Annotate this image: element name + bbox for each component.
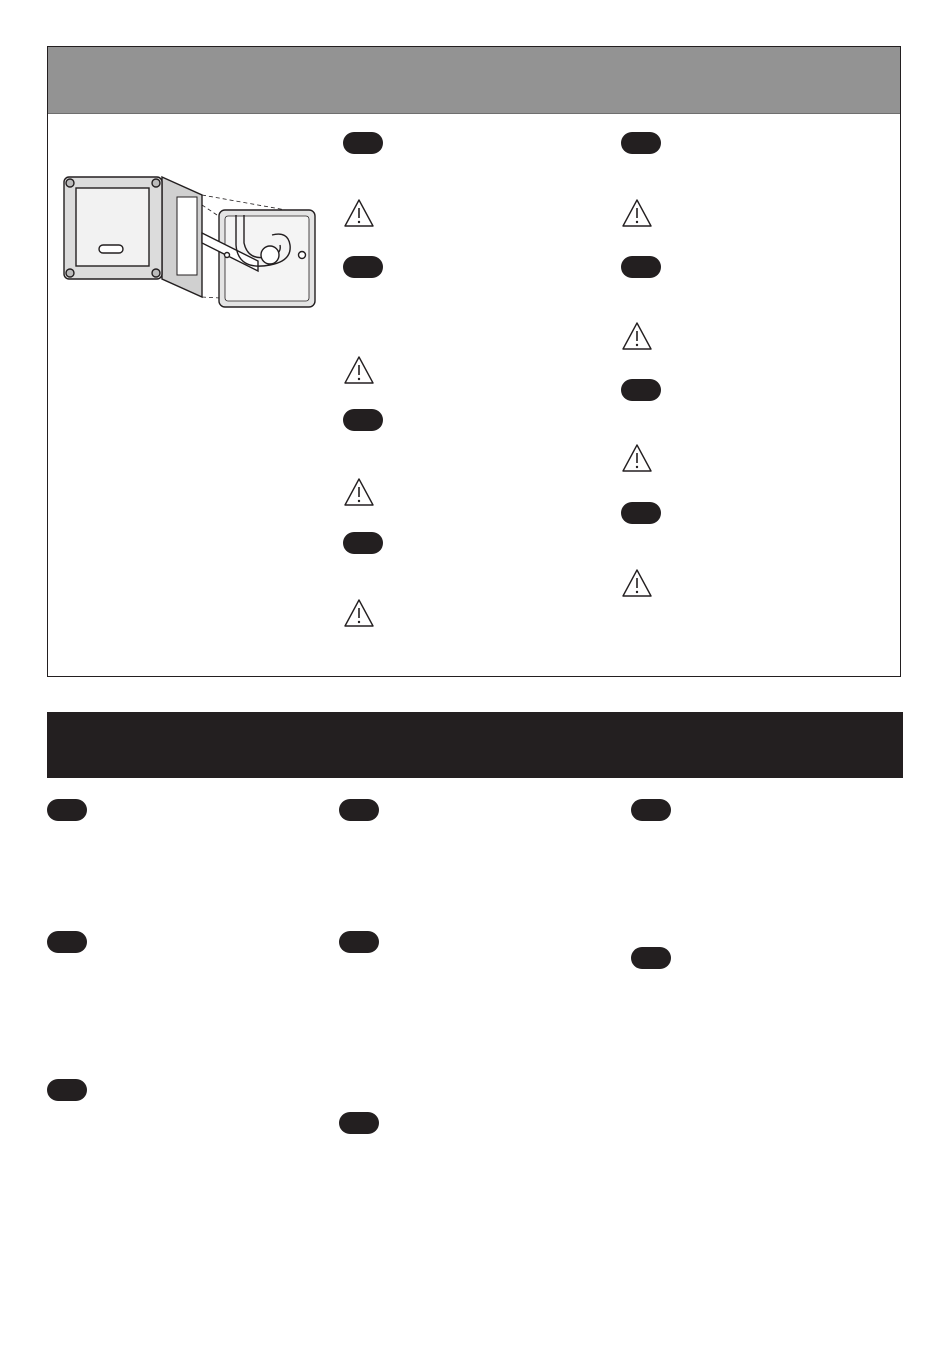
step-badge: [631, 799, 671, 821]
step-badge: [343, 256, 383, 278]
step-badge: [47, 799, 87, 821]
section-1-header: [48, 47, 900, 114]
step-badge: [631, 947, 671, 969]
junction-box-illustration: [62, 175, 318, 309]
step-badge: [343, 132, 383, 154]
step-badge: [343, 532, 383, 554]
warning-triangle-icon: [343, 598, 375, 628]
warning-triangle-icon: [621, 568, 653, 598]
step-badge: [621, 256, 661, 278]
step-badge: [339, 1112, 379, 1134]
instruction-panel-1: [47, 46, 901, 677]
step-badge: [47, 1079, 87, 1101]
step-badge: [339, 931, 379, 953]
step-badge: [621, 379, 661, 401]
warning-triangle-icon: [621, 443, 653, 473]
step-badge: [621, 132, 661, 154]
warning-triangle-icon: [343, 198, 375, 228]
section-2-header: [47, 712, 903, 778]
step-badge: [47, 931, 87, 953]
step-badge: [621, 502, 661, 524]
warning-triangle-icon: [621, 321, 653, 351]
warning-triangle-icon: [343, 355, 375, 385]
warning-triangle-icon: [621, 198, 653, 228]
step-badge: [343, 409, 383, 431]
warning-triangle-icon: [343, 477, 375, 507]
step-badge: [339, 799, 379, 821]
